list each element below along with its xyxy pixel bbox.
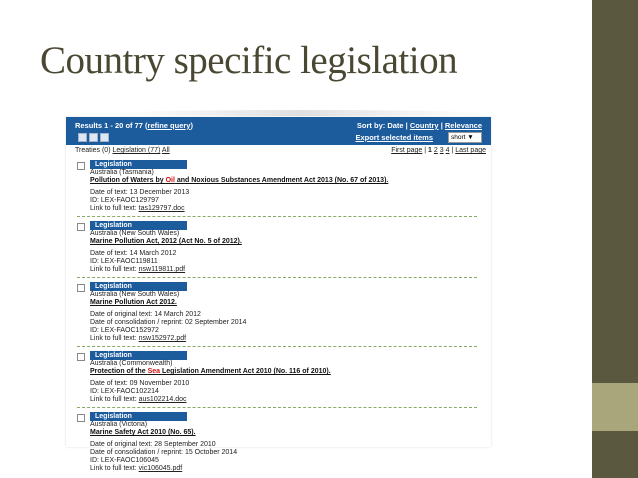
record-jurisdiction: Australia (Victoria) [90,421,148,428]
record-title-link[interactable]: Marine Pollution Act 2012. [90,299,177,306]
fulltext-link[interactable]: nsw152972.pdf [138,335,187,342]
tab-legislation[interactable]: Legislation (77) [112,147,161,154]
copy-icon[interactable] [78,133,87,142]
results-toolbar [66,117,491,145]
search-results-panel [66,117,491,472]
fulltext-link[interactable]: nsw119811.pdf [138,266,186,273]
record-date: Date of text: 09 November 2010 [90,380,190,387]
record-consolidation-date: Date of consolidation / reprint: 02 September 2014 [90,319,247,326]
export-selected-link[interactable]: Export selected items [355,133,433,142]
record-jurisdiction: Australia (Tasmania) [90,169,154,176]
select-checkbox[interactable] [77,284,85,292]
result-tabs: Treaties (0) Legislation (77) All [75,147,170,154]
page-link-4[interactable]: 4 [445,147,450,154]
slide-title: Country specific legislation [40,39,458,82]
record-jurisdiction: Australia (New South Wales) [90,230,180,237]
result-record [77,409,491,473]
record-separator [77,216,477,217]
sort-country-link[interactable]: Country [409,121,439,130]
slide-sidebar [592,0,638,478]
record-id: ID: LEX-FAOC106045 [90,457,159,464]
record-title-link[interactable]: Pollution of Waters by Oil and Noxious Substances Amendment Act 2013 (No. 67 of 2013). [90,177,389,184]
first-page-link[interactable]: First page [391,147,423,154]
record-type-tag: Legislation [90,160,187,169]
record-type-tag: Legislation [90,412,187,421]
refine-query-link[interactable]: refine query [147,121,191,130]
record-separator [77,346,477,347]
record-date: Date of text: 13 December 2013 [90,189,190,196]
print-icon[interactable] [89,133,98,142]
record-id: ID: LEX-FAOC129797 [90,197,159,204]
record-jurisdiction: Australia (Commonwealth) [90,360,173,367]
record-separator [77,407,477,408]
pagination: First page | 1 2 3 4 | Last page [391,147,486,154]
current-page: 1 [428,147,432,154]
record-title-link[interactable]: Protection of the Sea Legislation Amendment Act 2010 (No. 116 of 2010). [90,368,331,375]
record-fulltext: Link to full text: vic106045.pdf [90,465,183,472]
decorative-shadow [120,110,480,116]
record-title-link[interactable]: Marine Safety Act 2010 (No. 65). [90,429,196,436]
results-summary: Results 1 - 20 of 77 (refine query) [75,121,193,130]
record-fulltext: Link to full text: nsw152972.pdf [90,335,187,342]
select-checkbox[interactable] [77,414,85,422]
record-type-tag: Legislation [90,282,187,291]
record-type-tag: Legislation [90,221,187,230]
result-record [77,157,491,213]
record-fulltext: Link to full text: aus102214.doc [90,396,187,403]
save-icon[interactable] [100,133,109,142]
fulltext-link[interactable]: tas129797.doc [138,205,185,212]
record-date: Date of original text: 14 March 2012 [90,311,201,318]
format-select[interactable]: short ▼ [448,132,482,143]
page-link-2[interactable]: 2 [433,147,438,154]
page-link-3[interactable]: 3 [439,147,444,154]
record-id: ID: LEX-FAOC152972 [90,327,159,334]
record-date: Date of text: 14 March 2012 [90,250,177,257]
sort-relevance-link[interactable]: Relevance [444,121,482,130]
record-type-tag: Legislation [90,351,187,360]
result-record [77,348,491,404]
fulltext-link[interactable]: vic106045.pdf [138,465,183,472]
record-separator [77,277,477,278]
record-fulltext: Link to full text: tas129797.doc [90,205,185,212]
results-subbar [66,145,491,157]
record-id: ID: LEX-FAOC119811 [90,258,158,265]
record-date: Date of original text: 28 September 2010 [90,441,216,448]
toolbar-icons [78,133,111,144]
select-checkbox[interactable] [77,162,85,170]
result-record [77,218,491,274]
select-checkbox[interactable] [77,353,85,361]
fulltext-link[interactable]: aus102214.doc [138,396,187,403]
sort-controls: Sort by: Date | Country | Relevance [356,121,482,130]
record-id: ID: LEX-FAOC102214 [90,388,159,395]
sidebar-accent [592,383,638,431]
record-title-link[interactable]: Marine Pollution Act, 2012 (Act No. 5 of 2012). [90,238,242,245]
record-jurisdiction: Australia (New South Wales) [90,291,180,298]
record-consolidation-date: Date of consolidation / reprint: 15 October 2014 [90,449,238,456]
tab-all[interactable]: All [161,147,170,154]
last-page-link[interactable]: Last page [455,147,486,154]
select-checkbox[interactable] [77,223,85,231]
record-fulltext: Link to full text: nsw119811.pdf [90,266,186,273]
result-record [77,279,491,343]
